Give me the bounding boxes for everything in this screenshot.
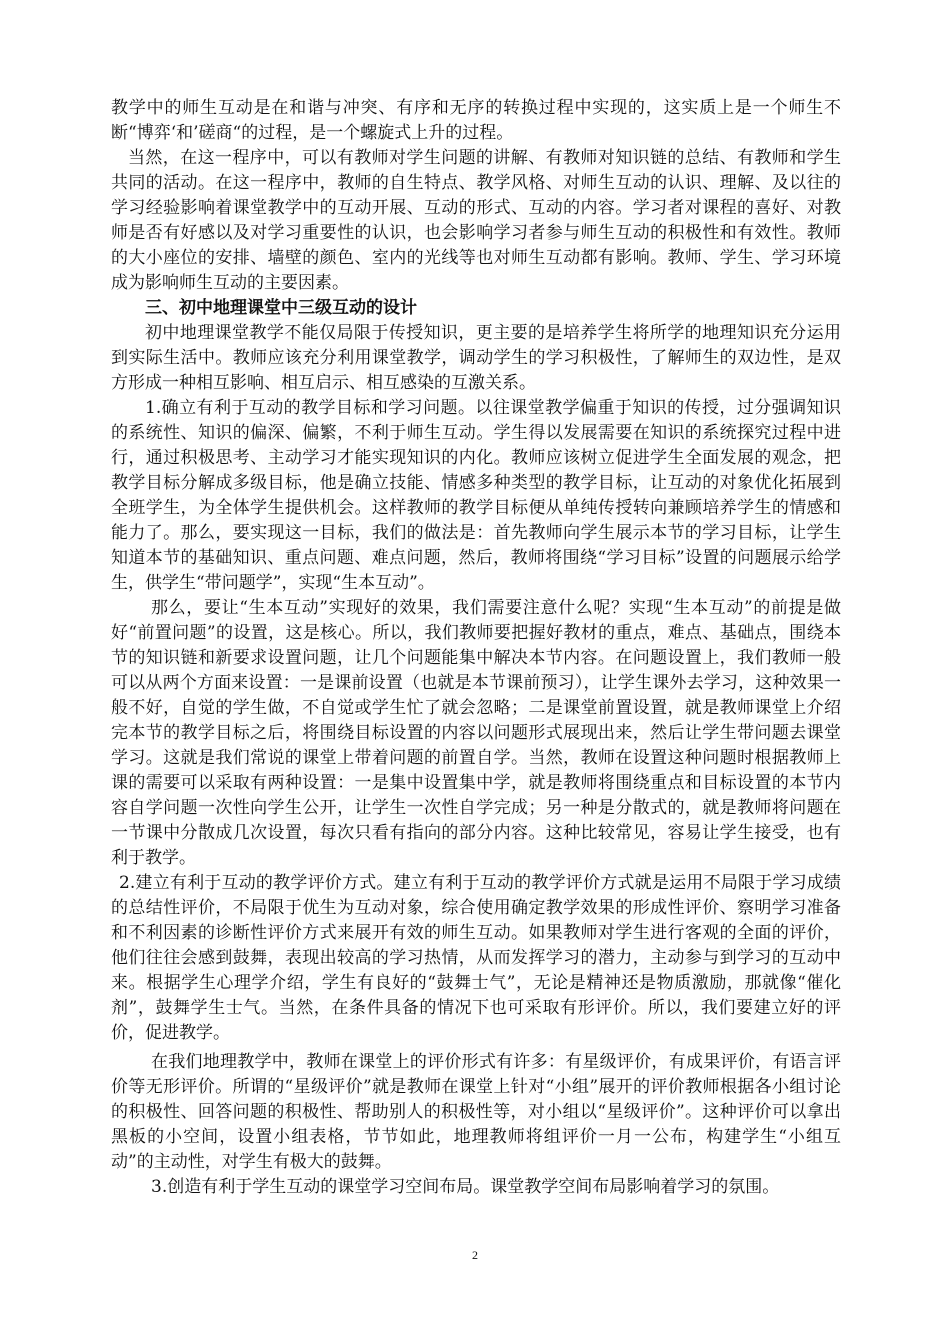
document-body bbox=[111, 96, 841, 1200]
section-heading: 三、初中地理课堂中三级互动的设计 bbox=[145, 298, 417, 318]
paragraph-point-2: 2.建立有利于互动的教学评价方式。建立有利于互动的教学评价方式就是运用不局限于学习成绩的总结性评价，不局限于优生为互动对象，综合使用确定教学效果的形成性评价、察明学习准备和不利因素的诊断性评价方式来展开有效的师生互动。如果教师对学生进行客观的全面的评价，他们往往会感到鼓舞，表现出较高的学习热情，从而发挥学习的潜力，主动参与到学习的互动中来。根据学生心理学介绍，学生有良好的“鼓舞士气”，无论是精神还是物质激励，那就像“催化剂”，鼓舞学生士气。当然，在条件具备的情况下也可采取有形评价。所以，我们要建立好的评价，促进教学。 bbox=[111, 873, 841, 1043]
paragraph-interaction-factors: 当然，在这一程序中，可以有教师对学生问题的讲解、有教师对知识链的总结、有教师和学生共同的活动。在这一程序中，教师的自生特点、教学风格、对师生互动的认识、理解、及以往的学习经验影响着课堂教学中的互动开展、互动的形式、互动的内容。学习者对课程的喜好、对教师是否有好感以及对学习重要性的认识，也会影响学习者参与师生互动的积极性和有效性。教师的大小座位的安排、墙壁的颜色、室内的光线等也对师生互动都有影响。教师、学生、学习环境成为影响师生互动的主要因素。 bbox=[111, 148, 841, 293]
paragraph-pre-questions: 那么，要让“生本互动”实现好的效果，我们需要注意什么呢？实现“生本互动”的前提是做好“前置问题”的设置，这是核心。所以，我们教师要把握好教材的重点，难点、基础点，围绕本节的知识链和新要求设置问题，让几个问题能集中解决本节内容。在问题设置上，我们教师一般可以从两个方面来设置：一是课前设置（也就是本节课前预习），让学生课外去学习，这种效果一般不好，自觉的学生做，不自觉或学生忙了就会忽略；二是课堂前置设置，就是教师课堂上介绍完本节的教学目标之后，将围绕目标设置的内容以问题形式展现出来，然后让学生带问题去课堂学习。这就是我们常说的课堂上带着问题的前置自学。当然，教师在设置这种问题时根据教师上课的需要可以采取有两种设置：一是集中设置集中学，就是教师将围绕重点和目标设置的本节内容自学问题一次性向学生公开，让学生一次性自学完成；另一种是分散式的，就是教师将问题在一节课中分散成几次设置，每次只看有指向的部分内容。这种比较常见，容易让学生接受，也有利于教学。 bbox=[111, 598, 841, 868]
paragraph-interaction-process: 教学中的师生互动是在和谐与冲突、有序和无序的转换过程中实现的，这实质上是一个师生不断“博弈‘和’磋商“的过程，是一个螺旋式上升的过程。 bbox=[111, 98, 841, 143]
paragraph-point-3: 3.创造有利于学生互动的课堂学习空间布局。课堂教学空间布局影响着学习的氛围。 bbox=[151, 1177, 780, 1197]
paragraph-point-1: 1.确立有利于互动的教学目标和学习问题。以往课堂教学偏重于知识的传授，过分强调知识的系统性、知识的偏深、偏繁，不利于师生互动。学生得以发展需要在知识的系统探究过程中进行，通过积极思考、主动学习才能实现知识的内化。教师应该树立促进学生全面发展的观念，把教学目标分解成多级目标，他是确立技能、情感多种类型的教学目标，让互动的对象优化拓展到全班学生，为全体学生提供机会。这样教师的教学目标便从单纯传授转向兼顾培养学生的情感和能力了。那么，要实现这一目标，我们的做法是：首先教师向学生展示本节的学习目标，让学生知道本节的基础知识、重点问题、难点问题，然后，教师将围绕“学习目标”设置的问题展示给学生，供学生“带问题学”，实现“生本互动”。 bbox=[111, 398, 841, 593]
paragraph-section-intro: 初中地理课堂教学不能仅局限于传授知识，更主要的是培养学生将所学的地理知识充分运用到实际生活中。教师应该充分利用课堂教学，调动学生的学习积极性，了解师生的双边性，是双方形成一种相互影响、相互启示、相互感染的互激关系。 bbox=[111, 323, 841, 393]
paragraph-star-evaluation: 在我们地理教学中，教师在课堂上的评价形式有许多：有星级评价，有成果评价，有语言评价等无形评价。所谓的“星级评价”就是教师在课堂上针对“小组”展开的评价教师根据各小组讨论的积极性、回答问题的积极性、帮助别人的积极性等，对小组以“星级评价”。这种评价可以拿出黑板的小空间，设置小组表格，节节如此，地理教师将组评价一月一公布，构建学生“小组互动”的主动性，对学生有极大的鼓舞。 bbox=[111, 1052, 841, 1172]
page-number: 2 bbox=[472, 1248, 478, 1262]
